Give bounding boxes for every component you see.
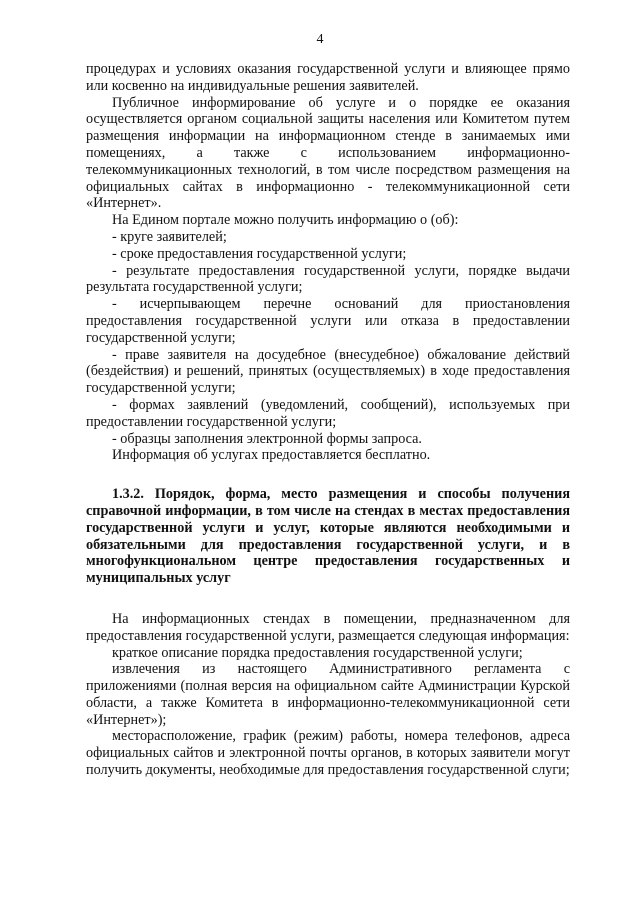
list-item: - результате предоставления государственной услуги, порядке выдачи результата государственной услуги; xyxy=(86,262,570,296)
list-item: - образцы заполнения электронной формы запроса. xyxy=(112,430,422,447)
list-item: - формах заявлений (уведомлений, сообщений), используемых при предоставлении государственной услуги; xyxy=(86,396,570,430)
list-item: - праве заявителя на досудебное (внесудебное) обжалование действий (бездействия) и решений, принятых (осуществляемых) в ходе предоставления государственной услуги; xyxy=(86,346,570,397)
document-body xyxy=(86,61,570,779)
page-number: 4 xyxy=(316,32,324,47)
paragraph-stands-intro: На информационных стендах в помещении, предназначенном для предоставления государственной услуги, размещается следующая информация: xyxy=(86,610,570,644)
paragraph-stand-item: краткое описание порядка предоставления государственной услуги; xyxy=(112,644,523,661)
paragraph-free-info: Информация об услугах предоставляется бесплатно. xyxy=(112,447,431,464)
paragraph-stand-item: месторасположение, график (режим) работы, номера телефонов, адреса официальных сайтов и электронной почты органов, в которых заявители могут получить документы, необходимые для предоставления государственной слуги; xyxy=(86,728,570,779)
paragraph-stand-item: извлечения из настоящего Административного регламента с приложениями (полная версия на официальном сайте Администрации Курской области, а также Комитета в информационно-телекоммуникационной сети «Интернет»); xyxy=(86,661,570,728)
list-item: - сроке предоставления государственной услуги; xyxy=(112,245,407,262)
list-item: - круге заявителей; xyxy=(112,228,227,245)
section-heading: 1.3.2. Порядок, форма, место размещения и способы получения справочной информации, в том числе на стендах в местах предоставления государственной услуги и услуг, которые являются необходимыми и обязательными для предоставления государственной услуги, и в многофункциональном центре предоставления государственных и муниципальных услуг xyxy=(86,486,570,587)
list-item: - исчерпывающем перечне оснований для приостановления предоставления государственной услуги или отказа в предоставлении государственной услуги; xyxy=(86,296,570,346)
paragraph-public-informing: Публичное информирование об услуге и о порядке ее оказания осуществляется органом социальной защиты населения или Комитетом путем размещения информации на информационном стенде в занимаемых ими помещениях, а также с использованием информационно-телекоммуникационных технологий, в том числе посредством размещения на официальных сайтах в информационно - телекоммуникационной сети «Интернет». xyxy=(86,94,570,212)
paragraph-continuation: процедурах и условиях оказания государственной услуги и влияющее прямо или косвенно на индивидуальные решения заявителей. xyxy=(86,61,570,94)
paragraph-portal-intro: На Едином портале можно получить информацию о (об): xyxy=(112,212,459,229)
